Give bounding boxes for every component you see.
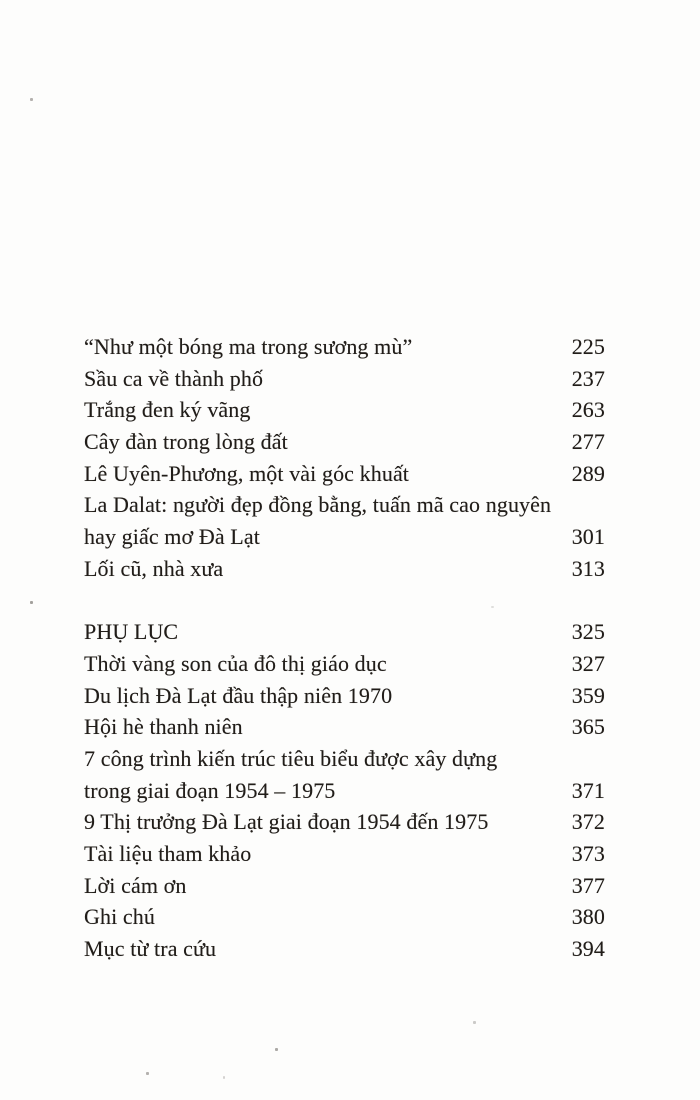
- toc-section-appendix: [84, 616, 605, 965]
- toc-entry-page-number: 263: [571, 397, 605, 423]
- toc-entry-title: Hội hè thanh niên: [84, 714, 243, 740]
- toc-entry-title: Cây đàn trong lòng đất: [84, 429, 288, 455]
- scan-speck: [473, 1021, 476, 1024]
- scan-speck: [146, 1072, 149, 1075]
- toc-entry-page-number: 325: [571, 619, 605, 645]
- toc-row: [84, 458, 605, 490]
- toc-row: [84, 331, 605, 363]
- scan-speck: [30, 601, 33, 604]
- toc-entry-title: Trắng đen ký vãng: [84, 397, 251, 423]
- toc-entry-page-number: 327: [571, 650, 605, 676]
- toc-entry-title: Lê Uyên-Phương, một vài góc khuất: [84, 460, 410, 486]
- toc-section-chapters: [84, 331, 605, 585]
- toc-entry-page-number: 237: [571, 365, 605, 391]
- toc-entry-title: PHỤ LỤC: [84, 619, 179, 645]
- toc-entry-page-number: 373: [571, 841, 605, 866]
- toc-row: [84, 743, 605, 775]
- toc-row: [84, 521, 605, 553]
- toc-row: [84, 426, 605, 458]
- toc-row: [84, 933, 605, 965]
- toc-entry-title: Du lịch Đà Lạt đầu thập niên 1970: [84, 682, 393, 708]
- toc-row: [84, 680, 605, 712]
- toc-row: [84, 394, 605, 426]
- toc-entry-title: Sầu ca về thành phố: [84, 365, 264, 391]
- toc-entry-page-number: 359: [571, 682, 605, 708]
- toc-entry-page-number: 301: [571, 524, 605, 550]
- toc-entry-title: Mục từ tra cứu: [84, 936, 217, 962]
- toc-entry-title: Thời vàng son của đô thị giáo dục: [84, 650, 387, 676]
- scan-speck: [491, 606, 494, 608]
- toc-entry-page-number: 225: [571, 334, 605, 359]
- toc-entry-title: Lối cũ, nhà xưa: [84, 555, 224, 581]
- toc-entry-page-number: 394: [571, 936, 605, 962]
- toc-entry-title: hay giấc mơ Đà Lạt: [84, 524, 260, 550]
- table-of-contents: [84, 331, 605, 965]
- scan-speck: [275, 1048, 278, 1051]
- toc-row: [84, 363, 605, 395]
- toc-row: [84, 806, 605, 838]
- toc-entry-title: “Như một bóng ma trong sương mù”: [84, 334, 413, 359]
- toc-row: [84, 775, 605, 807]
- toc-entry-title: trong giai đoạn 1954 – 1975: [84, 777, 336, 803]
- toc-row: [84, 838, 605, 870]
- toc-entry-title: La Dalat: người đẹp đồng bằng, tuấn mã cao nguyên: [84, 492, 552, 518]
- toc-row: [84, 870, 605, 902]
- toc-entry-page-number: 380: [571, 904, 605, 930]
- toc-row: [84, 553, 605, 585]
- toc-entry-title: 7 công trình kiến trúc tiêu biểu được xây dựng: [84, 745, 498, 771]
- toc-entry-page-number: 277: [571, 429, 605, 455]
- toc-entry-title: Ghi chú: [84, 904, 155, 930]
- toc-entry-page-number: 365: [571, 714, 605, 740]
- toc-row: [84, 711, 605, 743]
- toc-entry-title: Tài liệu tham khảo: [84, 841, 252, 866]
- toc-entry-title: 9 Thị trưởng Đà Lạt giai đoạn 1954 đến 1975: [84, 809, 489, 835]
- toc-entry-page-number: 372: [571, 809, 605, 835]
- toc-row: [84, 489, 605, 521]
- toc-entry-page-number: 289: [571, 460, 605, 486]
- toc-entry-title: Lời cám ơn: [84, 872, 187, 898]
- scan-speck: [223, 1076, 225, 1079]
- scan-speck: [30, 98, 33, 101]
- toc-entry-page-number: 313: [571, 555, 605, 581]
- toc-entry-page-number: 377: [571, 872, 605, 898]
- toc-entry-page-number: 371: [571, 777, 605, 803]
- toc-row: [84, 901, 605, 933]
- toc-row: [84, 648, 605, 680]
- toc-row: [84, 616, 605, 648]
